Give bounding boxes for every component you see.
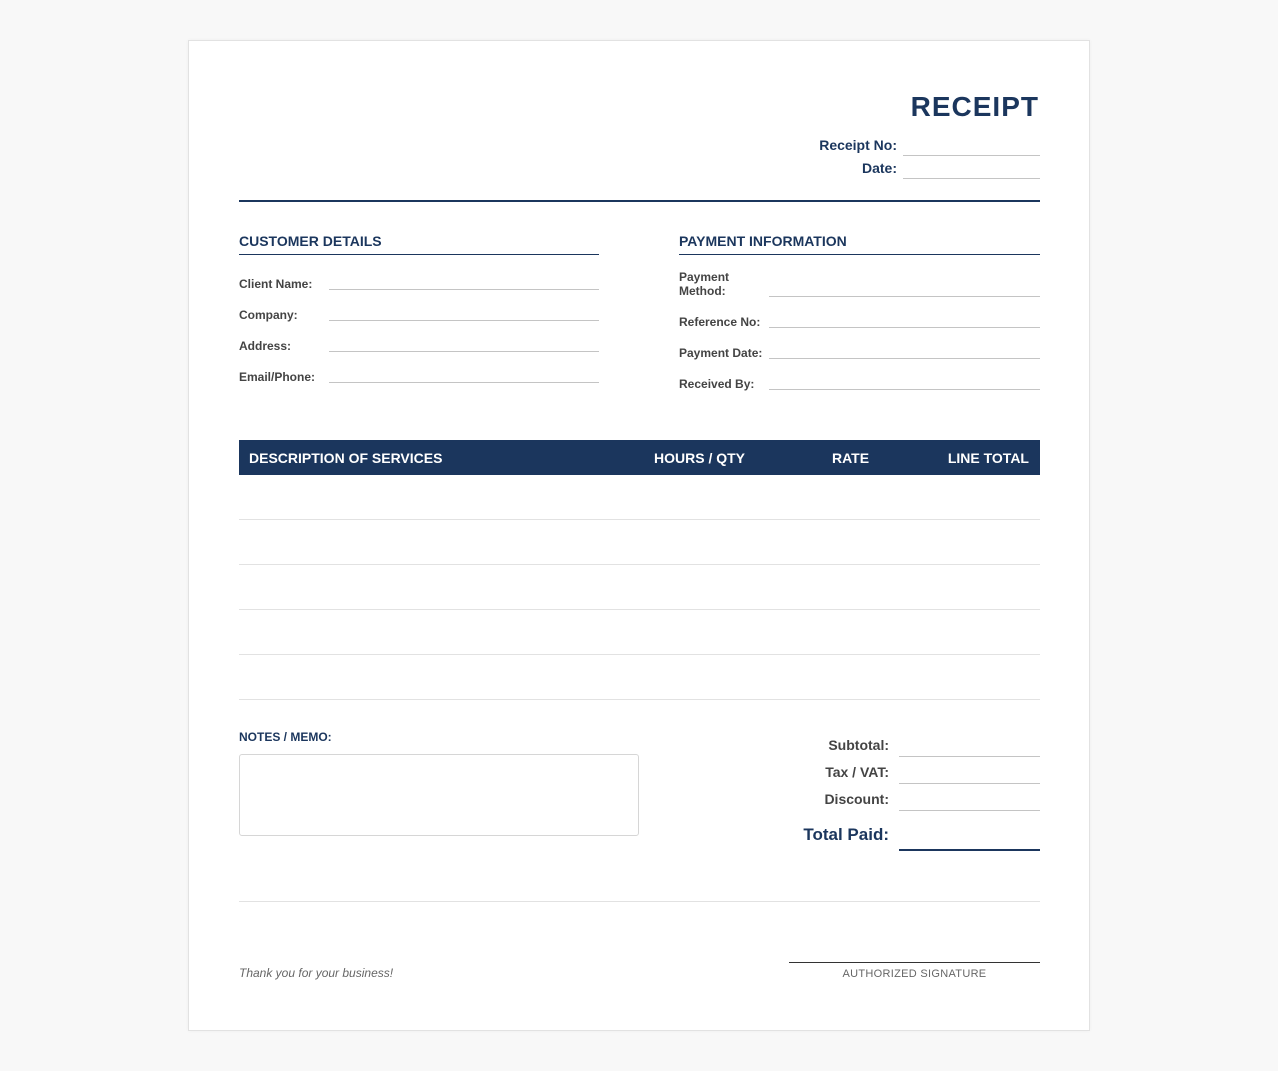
table-row[interactable] [239, 565, 1040, 610]
date-row [189, 160, 1091, 180]
email-phone-label: Email/Phone: [239, 370, 316, 384]
payment-date-field[interactable] [769, 358, 1040, 359]
customer-details-title: CUSTOMER DETAILS [239, 233, 599, 255]
column-hours-qty: HOURS / QTY [654, 450, 746, 466]
thank-you-note: Thank you for your business! [239, 966, 394, 980]
column-rate: RATE [832, 450, 870, 466]
date-label: Date: [861, 160, 897, 176]
tax-vat-field[interactable] [899, 783, 1040, 784]
reference-no-field[interactable] [769, 327, 1040, 328]
received-by-label: Received By: [679, 377, 755, 391]
subtotal-label: Subtotal: [828, 737, 889, 753]
signature-line[interactable] [789, 962, 1040, 963]
company-field[interactable] [329, 320, 599, 321]
reference-no-label: Reference No: [679, 315, 761, 329]
receipt-page [188, 40, 1090, 1031]
address-label: Address: [239, 339, 292, 353]
payment-info-title: PAYMENT INFORMATION [679, 233, 1040, 255]
client-name-label: Client Name: [239, 277, 313, 291]
column-line-total: LINE TOTAL [947, 450, 1029, 466]
column-description: DESCRIPTION OF SERVICES [249, 450, 443, 466]
email-phone-field[interactable] [329, 382, 599, 383]
footer-divider [239, 901, 1040, 902]
receipt-no-row [189, 137, 1091, 157]
subtotal-field[interactable] [899, 756, 1040, 757]
notes-textarea[interactable] [239, 754, 639, 836]
receipt-no-field[interactable] [903, 155, 1040, 156]
table-row[interactable] [239, 655, 1040, 700]
table-row[interactable] [239, 610, 1040, 655]
payment-method-field[interactable] [769, 296, 1040, 297]
payment-method-label: Payment Method: [679, 270, 730, 298]
receipt-title: RECEIPT [910, 91, 1039, 122]
tax-vat-label: Tax / VAT: [825, 764, 889, 780]
client-name-field[interactable] [329, 289, 599, 290]
table-row[interactable] [239, 475, 1040, 520]
header-divider [239, 200, 1040, 202]
table-row[interactable] [239, 520, 1040, 565]
date-field[interactable] [903, 178, 1040, 179]
payment-date-label: Payment Date: [679, 346, 763, 360]
services-table-header [239, 440, 1040, 475]
company-label: Company: [239, 308, 298, 322]
address-field[interactable] [329, 351, 599, 352]
total-paid-field[interactable] [899, 849, 1040, 851]
discount-label: Discount: [824, 791, 889, 807]
receipt-no-label: Receipt No: [819, 137, 897, 153]
total-paid-label: Total Paid: [803, 825, 889, 844]
notes-label: NOTES / MEMO: [239, 730, 332, 744]
received-by-field[interactable] [769, 389, 1040, 390]
discount-field[interactable] [899, 810, 1040, 811]
signature-label: AUTHORIZED SIGNATURE [842, 968, 987, 980]
